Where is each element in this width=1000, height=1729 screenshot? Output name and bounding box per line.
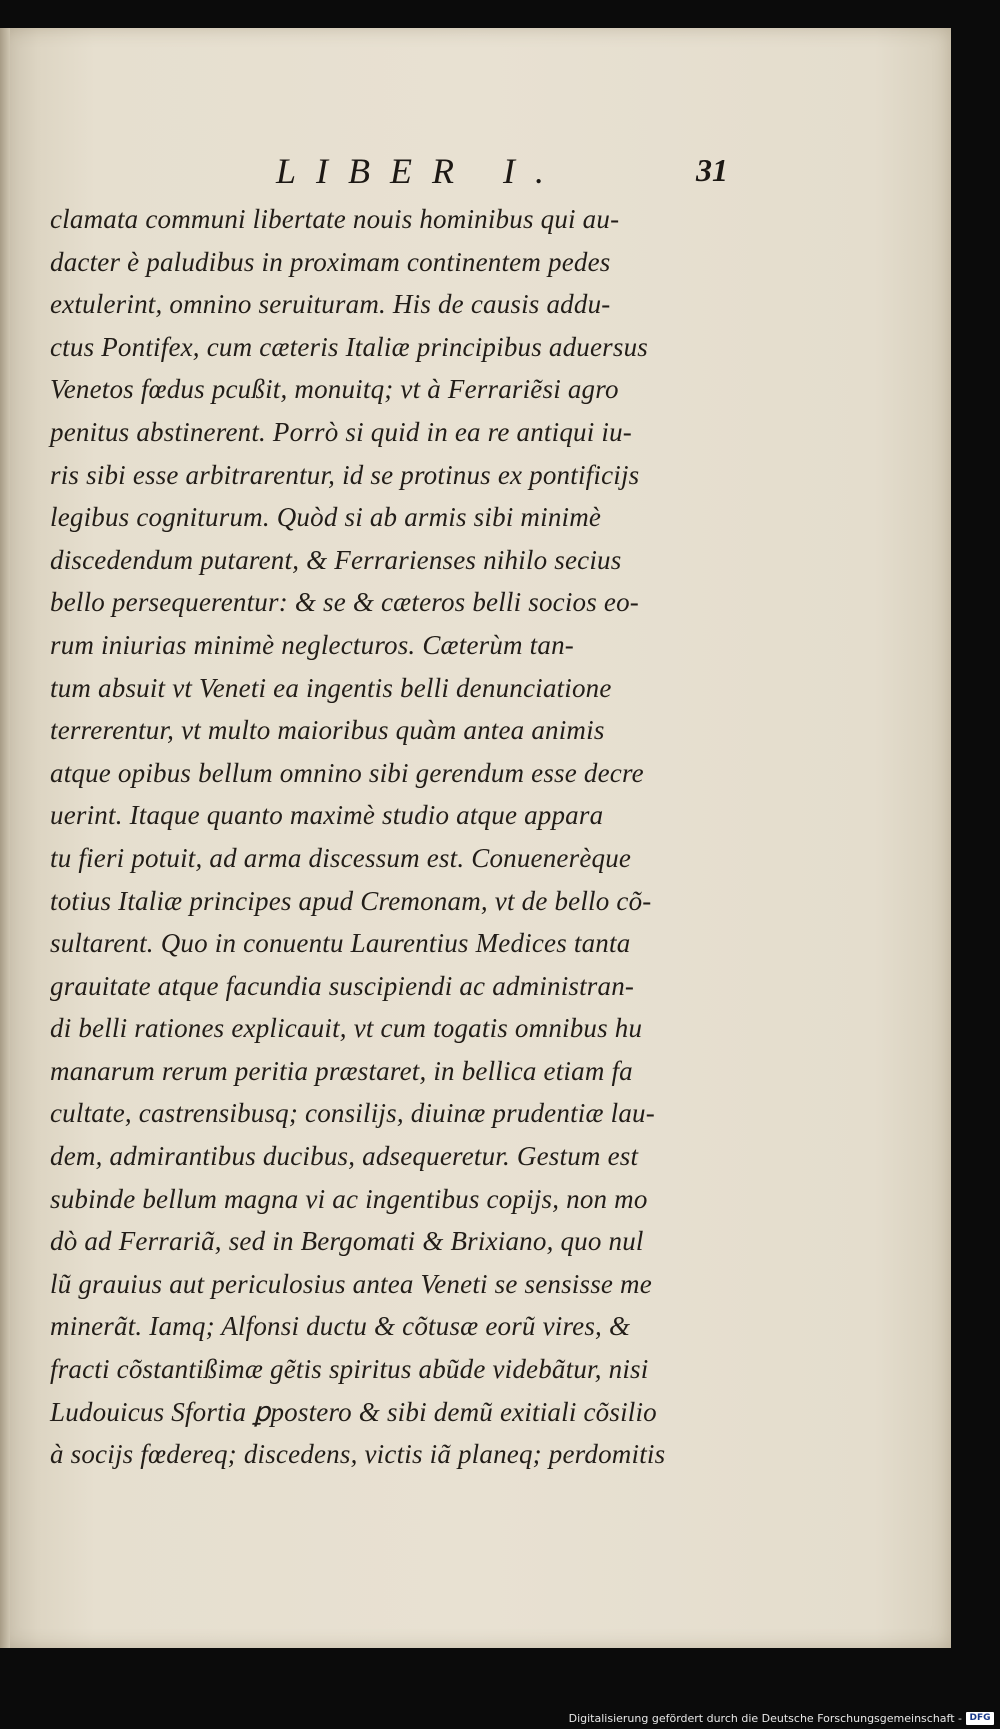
text-line: clamata communi libertate nouis hominibus qui au- [50, 204, 620, 234]
text-line: grauitate atque facundia suscipiendi ac administran- [50, 970, 635, 1001]
text-line: ris sibi esse arbitrarentur, id se protinus ex pontificijs [50, 459, 640, 490]
text-line: Ludouicus Sfortia ꝑpostero & sibi demũ exitiali cõsilio [50, 1396, 657, 1427]
text-line: rum iniurias minimè neglecturos. Cæterùm tan- [50, 629, 574, 660]
text-line: dem, admirantibus ducibus, adsequeretur. Gestum est [50, 1141, 639, 1172]
text-line: legibus cogniturum. Quòd si ab armis sibi minimè [50, 502, 602, 533]
dfg-logo: DFG [966, 1712, 994, 1725]
text-line: totius Italiæ principes apud Cremonam, vt de bello cõ- [50, 885, 652, 916]
body-text [50, 198, 762, 1476]
text-line: bello persequerentur: & se & cæteros belli socios eo- [50, 587, 639, 618]
page-gutter-edge [0, 28, 10, 1648]
running-head [0, 124, 951, 191]
text-line: penitus abstinerent. Porrò si quid in ea re antiqui iu- [50, 416, 632, 447]
footer-bar [0, 1707, 1000, 1729]
text-line: Venetos fœdus pcußit, monuitq; vt à Ferrariẽsi agro [50, 374, 619, 405]
digitization-credit: Digitalisierung gefördert durch die Deutsche Forschungsgemeinschaft - [568, 1712, 962, 1725]
book-page [0, 28, 951, 1648]
text-line: terrerentur, vt multo maioribus quàm antea animis [50, 715, 605, 746]
text-line: di belli rationes explicauit, vt cum togatis omnibus hu [50, 1013, 643, 1044]
running-title: LIBER I. [276, 151, 564, 191]
page-number: 31 [696, 152, 728, 188]
text-line: cultate, castrensibusq; consilijs, diuinæ prudentiæ lau- [50, 1098, 655, 1129]
text-line: ctus Pontifex, cum cæteris Italiæ principibus aduersus [50, 331, 648, 362]
text-line: extulerint, omnino seruituram. His de causis addu- [50, 289, 611, 320]
text-line: manarum rerum peritia præstaret, in bellica etiam fa [50, 1055, 633, 1086]
text-line: fracti cõstantißimæ gẽtis spiritus abũde videbãtur, nisi [50, 1354, 649, 1385]
text-line: à socijs fœdereq; discedens, victis iã planeq; perdomitis [50, 1439, 666, 1470]
text-line: uerint. Itaque quanto maximè studio atque appara [50, 800, 604, 831]
text-line: minerãt. Iamq; Alfonsi ductu & cõtusæ eorũ vires, & [50, 1311, 631, 1342]
text-line: dò ad Ferrariã, sed in Bergomati & Brixiano, quo nul [50, 1226, 644, 1257]
text-line: atque opibus bellum omnino sibi gerendum esse decre [50, 757, 644, 788]
text-line: subinde bellum magna vi ac ingentibus copijs, non mo [50, 1183, 648, 1214]
text-line: tum absuit vt Veneti ea ingentis belli denunciatione [50, 672, 612, 703]
text-line: sultarent. Quo in conuentu Laurentius Medices tanta [50, 928, 631, 959]
text-line: dacter è paludibus in proximam continentem pedes [50, 246, 611, 277]
text-line: lũ grauius aut periculosius antea Veneti se sensisse me [50, 1268, 652, 1299]
text-line: tu fieri potuit, ad arma discessum est. Conuenerèque [50, 842, 632, 873]
text-line: discedendum putarent, & Ferrarienses nihilo secius [50, 544, 622, 575]
